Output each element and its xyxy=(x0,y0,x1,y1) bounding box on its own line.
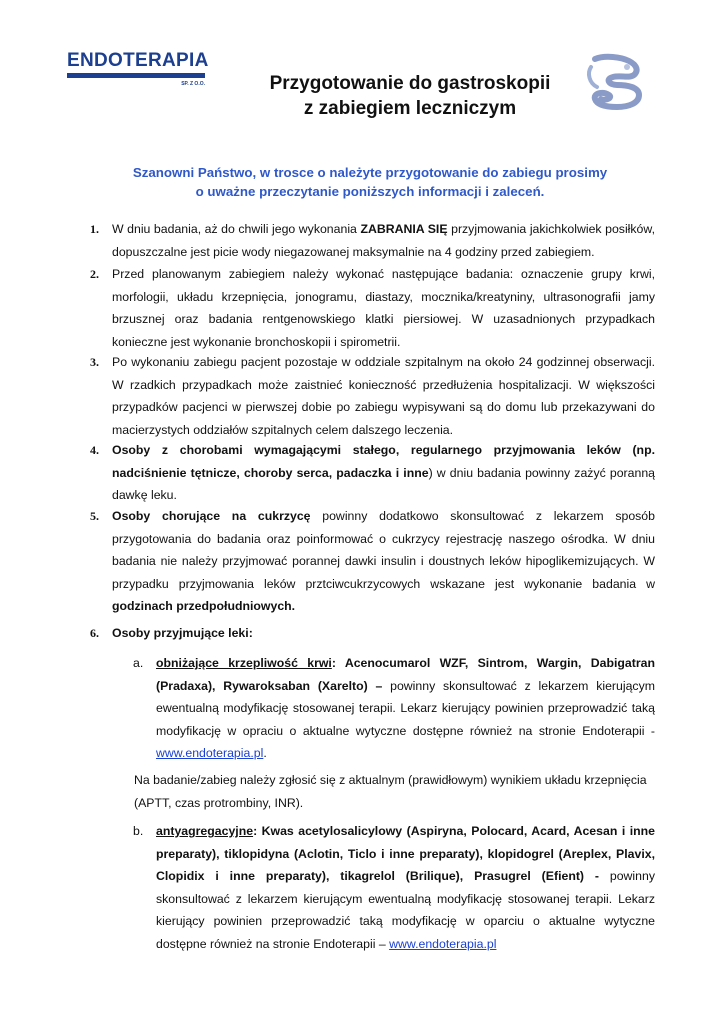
list-item-2: 2. Przed planowanym zabiegiem należy wykonać następujące badania: oznaczenie grupy krwi, morfologii, układu krzepnięcia, jonogramu, diastazy, mocznika/kreatyniny, ultrasonografii jamy brzusznej oraz badania rentgenowskiego klatki piersiowej. W uzasadnionych przypadkach konieczne jest wykonanie bronchoskopii i spirometrii. xyxy=(112,263,655,353)
intro-text xyxy=(100,163,640,201)
logo-text: ENDOTERAPIA xyxy=(67,50,209,71)
list-number: 6. xyxy=(90,626,99,640)
list-number: 5. xyxy=(90,509,99,523)
list-number: 1. xyxy=(90,222,99,236)
title-line-1: Przygotowanie do gastroskopii xyxy=(269,73,551,94)
page-title xyxy=(230,71,590,121)
list-item-4: 4. Osoby z chorobami wymagającymi stałego, regularnego przyjmowania leków (np. nadciśnienie tętnicze, choroby serca, padaczka i inne) w dniu badania powinny zażyć poranną dawkę leku. xyxy=(112,439,655,507)
sub-item-a: a. obniżające krzepliwość krwi: Acenocumarol WZF, Sintrom, Wargin, Dabigatran (Pradaxa), Rywaroksaban (Xarelto) – powinny skonsultować z lekarzem kierującym ewentualną modyfikację stosowanej terapii. Lekarz kierujący powinien przeprowadzić taką modyfikację w opraciu o aktualne wytyczne dostępne również na stronie Endoterapii - www.endoterapia.pl. xyxy=(156,652,655,765)
list-number: 4. xyxy=(90,443,99,457)
title-line-2: z zabiegiem leczniczym xyxy=(303,98,517,119)
list-item-1: 1. W dniu badania, aż do chwili jego wykonania ZABRANIA SIĘ przyjmowania jakichkolwiek posiłków, dopuszczalne jest picie wody niegazowanej maksymalnie na 4 godziny przed zabiegiem. xyxy=(112,218,655,263)
endoterapia-link[interactable]: www.endoterapia.pl xyxy=(156,746,264,761)
endoterapia-link[interactable]: www.endoterapia.pl xyxy=(389,936,497,951)
intro-line-1: Szanowni Państwo, w trosce o należyte przygotowanie do zabiegu prosimy xyxy=(132,165,608,180)
sub-item-letter: b. xyxy=(133,824,144,838)
list-item-6: 6. Osoby przyjmujące leki: xyxy=(112,622,655,645)
list-number: 3. xyxy=(90,355,99,369)
coagulation-note: Na badanie/zabieg należy zgłosić się z aktualnym (prawidłowym) wynikiem układu krzepnięcia (APTT, czas protrombiny, INR). xyxy=(134,773,647,810)
sub-item-b: b. antyagregacyjne: Kwas acetylosalicylowy (Aspiryna, Polocard, Acard, Acesan i inne preparaty), tiklopidyna (Aclotin, Ticlo i inne preparaty), klopidogrel (Areplex, Plavix, Clopidix i inne preparaty), tikagrelol (Brilique), Prasugrel (Efient) - powinny skonsultować z lekarzem kierującym ewentualną modyfikację stosowanej terapii. Lekarz kierujący powinien przeprowadzić taką modyfikację w oparciu o aktualne wytyczne dostępne również na stronie Endoterapii – www.endoterapia.pl xyxy=(156,820,655,956)
logo-underline xyxy=(67,73,205,78)
stomach-emblem-icon xyxy=(583,53,645,113)
sub-item-letter: a. xyxy=(133,656,144,670)
list-item-5: 5. Osoby chorujące na cukrzycę powinny dodatkowo skonsultować z lekarzem sposób przygotowania do badania oraz poinformować o cukrzycy rejestrację naszego ośrodka. W dniu badania nie należy przyjmować porannej dawki insulin i doustnych leków hipoglikemizujących. W przypadku przyjmowania leków prztciwcukrzycowych wskazane jest wykonanie badania w godzinach przedpołudniowych. xyxy=(112,505,655,618)
endoterapia-logo xyxy=(67,50,207,92)
logo-subtext: SP. Z O.O. xyxy=(181,81,205,87)
list-item-3: 3. Po wykonaniu zabiegu pacjent pozostaje w oddziale szpitalnym na około 24 godzinnej obserwacji. W rzadkich przypadkach może zaistnieć konieczność przedłużenia hospitalizacji. W większości przypadków pacjenci w pierwszej dobie po zabiegu wypisywani są do domu lub przekazywani do macierzystych oddziałów szpitalnych celem dalszego leczenia. xyxy=(112,351,655,441)
intro-line-2: o uważne przeczytanie poniższych informacji i zaleceń. xyxy=(195,184,545,199)
list-number: 2. xyxy=(90,267,99,281)
